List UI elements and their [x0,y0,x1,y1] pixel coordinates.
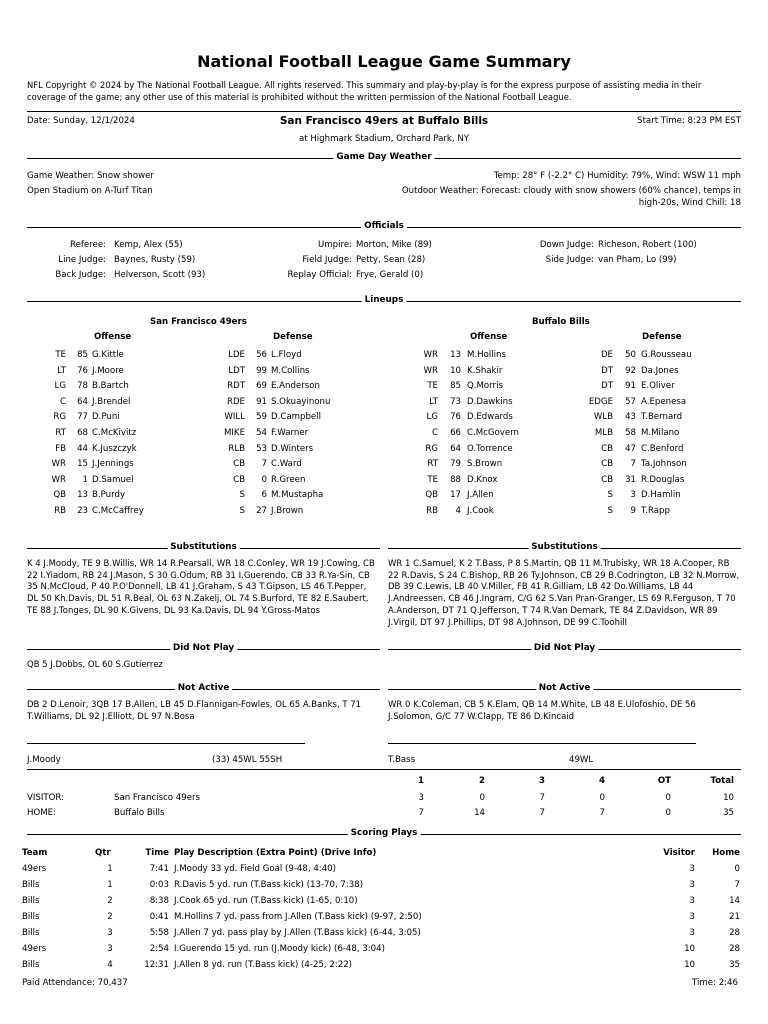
scoring-play-row [22,910,740,926]
score-cell: 7 [539,793,545,803]
lineup-player: M.Milano [641,428,680,438]
lineup-player: B.Bartch [92,381,129,392]
play-team: Bills [22,912,40,923]
score-cell: 0 [599,793,605,803]
score-row-team: San Francisco 49ers [114,793,200,803]
lineup-number: 57 [625,396,636,407]
lineup-player: L.Floyd [271,350,302,360]
play-time: 5:58 [149,928,169,939]
lineup-position: C [431,428,438,438]
lineup-position: WR [51,474,66,485]
score-cell: 0 [665,793,671,803]
play-home-score: 14 [729,896,740,907]
official-name: Petty, Sean (28) [356,255,426,265]
lineup-number: 91 [625,381,636,392]
play-home-score: 28 [729,944,740,955]
scoring-plays-header-row [22,846,740,862]
lineup-number: 53 [256,443,267,454]
lineup-player: C.McKivitz [92,428,137,438]
score-cell: 14 [474,808,485,818]
lineup-position: QB [53,490,66,501]
lineup-number: 47 [625,443,636,454]
play-time: 0:03 [149,880,169,891]
lineup-number: 27 [256,506,267,516]
visitor-kicker-divider [27,743,305,744]
visitor-did-not-play: QB 5 J.Dobbs, OL 60 S.Gutierrez [27,660,163,670]
matchup-title: San Francisco 49ers at Buffalo Bills [279,115,489,127]
lineup-position: DT [601,381,613,392]
lineup-number: 17 [450,490,461,501]
play-time: 7:41 [149,864,169,875]
home-kicker-divider [388,743,696,744]
home-kicker-stat: 49WL [569,755,594,765]
official-role: Umpire: [317,240,352,250]
official-role: Back Judge: [55,270,106,280]
lineup-position: RDE [226,396,245,407]
lineup-position: LT [57,365,66,376]
scoring-plays-section-header: Scoring Plays [27,828,741,840]
lineup-player: D.Samuel [92,474,134,485]
play-visitor-score: 3 [689,912,695,923]
lineup-player: J.Brown [271,506,304,516]
copyright-notice: NFL Copyright © 2024 by The National Football League. All rights reserved. This summary and play-by-play is for the express purpose of assisting media in their coverage of the game; any other use of this material is prohibited without the written permission of the National Football League. [27,80,702,102]
col-visitor: Visitor [663,848,695,859]
lineup-position: RLB [228,443,245,454]
lineup-player: D.Edwards [467,412,513,423]
lineup-position: DT [601,365,613,376]
play-quarter: 2 [107,912,113,923]
score-header: 3 [539,776,545,786]
lineup-number: 6 [261,490,267,501]
lineup-player: D.Dawkins [467,396,513,407]
scoring-play-row [22,942,740,958]
lineup-number: 43 [625,412,636,423]
lineup-number: 73 [450,396,461,407]
scoring-play-row [22,878,740,894]
play-time: 8:38 [149,896,169,907]
lineup-position: RT [427,459,438,470]
lineup-position: C [59,396,66,407]
lineup-player: D.Knox [467,474,498,485]
lineup-player: J.Allen [467,490,494,501]
lineup-number: 64 [450,443,461,454]
outdoor-weather-line2: high-20s, Wind Chill: 18 [638,198,741,208]
lineup-number: 54 [256,428,267,438]
lineup-number: 76 [77,365,88,376]
official-role: Field Judge: [302,255,352,265]
start-time: Start Time: 8:23 PM EST [637,116,741,126]
lineup-number: 23 [77,506,88,516]
lineup-player: C.McGovern [467,428,519,438]
play-time: 2:54 [149,944,169,955]
lineup-position: TE [55,350,66,360]
official-name: Kemp, Alex (55) [114,240,183,250]
lineup-position: TE [427,381,438,392]
lineup-player: G.Rousseau [641,350,692,360]
play-home-score: 21 [729,912,740,923]
lineup-player: E.Anderson [271,381,320,392]
lineup-position: WR [51,459,66,470]
official-name: van Pham, Lo (99) [598,255,677,265]
lineup-player: K.Shakir [467,365,503,376]
score-header: OT [657,776,671,786]
lineup-player: K.Juszczyk [92,443,137,454]
lineup-number: 68 [77,428,88,438]
score-row-label: VISITOR: [27,793,65,803]
lineup-position: CB [601,443,613,454]
lineup-number: 64 [77,396,88,407]
lineup-player: M.Mustapha [271,490,324,501]
lineup-number: 56 [256,350,267,360]
lineup-player: D.Winters [271,443,314,454]
officials-section-header: Officials [27,221,741,233]
home-not-active-header: Not Active [388,683,741,695]
lineup-position: QB [425,490,438,501]
official-role: Referee: [70,240,106,250]
lineup-number: 7 [630,459,636,470]
stadium-info: Open Stadium on A-Turf Titan [27,186,153,196]
weather-section-header: Game Day Weather [27,152,741,164]
lineup-number: 78 [77,381,88,392]
lineup-player: Da.Jones [641,365,679,376]
play-time: 0:41 [149,912,169,923]
lineup-player: O.Torrence [467,443,513,454]
lineup-player: D.Hamlin [641,490,681,501]
play-time: 12:31 [144,960,169,971]
lineup-position: WR [423,350,438,360]
score-cell: 7 [418,808,424,818]
play-team: Bills [22,880,40,891]
divider [27,111,741,112]
official-name: Frye, Gerald (0) [356,270,424,280]
lineup-player: B.Purdy [92,490,126,501]
col-time: Time [145,848,169,859]
lineup-position: S [239,506,245,516]
lineup-position: FB [55,443,66,454]
play-quarter: 1 [107,880,113,891]
play-team: 49ers [22,864,47,875]
lineup-player: F.Warner [271,428,309,438]
lineup-player: C.McCaffrey [92,506,144,516]
lineup-number: 50 [625,350,636,360]
lineup-position: MIKE [223,428,245,438]
lineup-position: RG [425,443,438,454]
score-row-label: HOME: [27,808,56,818]
lineup-position: S [607,506,613,516]
score-cell: 10 [723,793,734,803]
lineup-number: 85 [77,350,88,360]
visitor-kicker-stat: (33) 45WL 55SH [212,755,283,765]
lineup-position: WILL [224,412,245,423]
scoring-plays-table [22,846,740,974]
lineup-player: J.Jennings [92,459,134,470]
visitor-kicker-name: J.Moody [27,755,61,765]
play-description: J.Allen 7 yd. pass play by J.Allen (T.Bass kick) (6-44, 3:05) [174,928,421,939]
play-description: J.Moody 33 yd. Field Goal (9-48, 4:40) [174,864,336,875]
score-cell: 35 [723,808,734,818]
visitor-team-name: San Francisco 49ers [150,317,247,327]
visitor-not-active-header: Not Active [27,683,380,695]
lineup-number: 85 [450,381,461,392]
lineup-position: LDT [228,365,245,376]
official-name: Richeson, Robert (100) [598,240,697,250]
score-cell: 7 [539,808,545,818]
lineup-player: Q.Morris [467,381,503,392]
lineup-position: CB [601,459,613,470]
lineup-number: 13 [450,350,461,360]
lineup-player: S.Brown [467,459,503,470]
lineup-position: LG [426,412,438,423]
visitor-offense-label: Offense [94,332,132,342]
scoring-play-row [22,958,740,974]
lineup-position: DE [600,350,613,360]
lineup-player: J.Moore [92,365,124,376]
lineup-position: RG [53,412,66,423]
play-visitor-score: 3 [689,928,695,939]
lineup-number: 79 [450,459,461,470]
lineup-player: J.Cook [467,506,494,516]
col-description: Play Description (Extra Point) (Drive Info) [174,848,377,859]
lineup-number: 44 [77,443,88,454]
play-home-score: 0 [734,864,740,875]
lineup-number: 7 [261,459,267,470]
lineup-number: 92 [625,365,636,376]
lineup-player: C.Benford [641,443,684,454]
official-role: Line Judge: [58,255,106,265]
play-team: Bills [22,928,40,939]
lineup-number: 3 [630,490,636,501]
lineup-position: CB [601,474,613,485]
col-home: Home [712,848,740,859]
score-header: 4 [599,776,605,786]
lineup-player: T.Rapp [641,506,670,516]
lineup-number: 59 [256,412,267,423]
lineup-position: EDGE [588,396,613,407]
lineup-position: WR [423,365,438,376]
score-cell: 0 [665,808,671,818]
play-quarter: 2 [107,896,113,907]
temperature-info: Temp: 28° F (-2.2° C) Humidity: 79%, Wind: WSW 11 mph [493,171,741,181]
lineup-position: MLB [594,428,613,438]
play-description: R.Davis 5 yd. run (T.Bass kick) (13-70, 7:38) [174,880,364,891]
visitor-defense-label: Defense [273,332,313,342]
lineup-player: A.Epenesa [641,396,687,407]
lineup-position: LG [54,381,66,392]
lineup-player: R.Douglas [641,474,685,485]
play-quarter: 3 [107,944,113,955]
play-visitor-score: 10 [684,960,695,971]
official-name: Helverson, Scott (93) [114,270,206,280]
lineup-position: RB [426,506,438,516]
home-kicker-name: T.Bass [388,755,416,765]
play-description: J.Allen 8 yd. run (T.Bass kick) (4-25, 2:22) [174,960,353,971]
col-qtr: Qtr [95,848,111,859]
score-row-team: Buffalo Bills [114,808,165,818]
home-not-active: WR 0 K.Coleman, CB 5 K.Elam, QB 14 M.White, LB 48 E.Ulofoshio, DE 56 J.Solomon, G/C 77 W.Clapp, TE 86 D.Kincaid [388,700,696,722]
home-substitutions: WR 1 C.Samuel, K 2 T.Bass, P 8 S.Martin, QB 11 M.Trubisky, WR 18 A.Cooper, RB 22 R.Davis, S 24 C.Bishop, RB 26 Ty.Johnson, CB 29 B.Codrington, LB 32 N.Morrow, DB 39 C.Lewis, LB 40 V.Miller, FB 41 R.Gilliam, LB 42 Do.Williams, LB 44 J.Andreessen, CB 46 J.Ingram, C/G 62 S.Van Pran-Granger, LS 69 R.Ferguson, T 70 A.Anderson, DT 71 Q.Jefferson, T 74 R.Van Demark, TE 84 Z.Davidson, WR 89 J.Virgil, DT 97 J.Phillips, DT 98 A.Johnson, DE 99 C.Toohill [388,559,740,628]
home-defense-label: Defense [642,332,682,342]
score-header: 2 [479,776,485,786]
game-weather: Game Weather: Snow shower [27,171,154,181]
game-time: Time: 2:46 [692,978,738,988]
lineup-number: 10 [450,365,461,376]
lineup-position: CB [233,459,245,470]
play-description: I.Guerendo 15 yd. run (J.Moody kick) (6-48, 3:04) [174,944,385,955]
lineup-player: T.Bernard [641,412,683,423]
page-title: National Football League Game Summary [197,52,571,71]
lineup-number: 4 [455,506,461,516]
official-name: Baynes, Rusty (59) [114,255,196,265]
play-description: J.Cook 65 yd. run (T.Bass kick) (1-65, 0:10) [174,896,358,907]
play-home-score: 35 [729,960,740,971]
home-dnp-header: Did Not Play [388,643,741,655]
home-team-name: Buffalo Bills [532,317,590,327]
venue: at Highmark Stadium, Orchard Park, NY [298,134,470,144]
scoring-play-row [22,926,740,942]
lineup-number: 1 [82,474,88,485]
lineup-number: 0 [261,474,267,485]
score-cell: 3 [418,793,424,803]
lineup-number: 66 [450,428,461,438]
scoring-play-row [22,862,740,878]
lineup-player: S.Okuayinonu [271,396,331,407]
lineup-position: RDT [227,381,245,392]
official-name: Morton, Mike (89) [356,240,432,250]
lineup-number: 9 [630,506,636,516]
lineup-position: WLB [593,412,613,423]
lineups-section-header: Lineups [27,295,741,307]
score-header: Total [710,776,734,786]
lineup-position: RB [54,506,66,516]
official-role: Down Judge: [539,240,594,250]
lineup-number: 69 [256,381,267,392]
play-team: Bills [22,896,40,907]
play-visitor-score: 3 [689,864,695,875]
lineup-position: RT [55,428,66,438]
lineup-position: LDE [228,350,245,360]
lineup-position: CB [233,474,245,485]
paid-attendance: Paid Attendance: 70,437 [22,978,128,988]
lineup-player: Ta.Johnson [641,459,687,470]
play-team: Bills [22,960,40,971]
play-description: M.Hollins 7 yd. pass from J.Allen (T.Bass kick) (9-97, 2:50) [174,912,422,923]
outdoor-weather-line1: Outdoor Weather: Forecast: cloudy with snow showers (60% chance), temps in [401,186,741,196]
visitor-not-active: DB 2 D.Lenoir, 3QB 17 B.Allen, LB 45 D.Flannigan-Fowles, OL 65 A.Banks, T 71 T.Williams, DL 92 J.Elliott, DL 97 N.Bosa [27,700,362,722]
lineup-position: S [239,490,245,501]
lineup-player: C.Ward [271,459,302,470]
play-quarter: 4 [107,960,113,971]
scoring-play-row [22,894,740,910]
play-quarter: 1 [107,864,113,875]
lineup-number: 91 [256,396,267,407]
divider [27,769,741,770]
game-date: Date: Sunday, 12/1/2024 [27,116,135,126]
col-team: Team [22,848,48,859]
score-header: 1 [418,776,424,786]
lineup-player: M.Hollins [467,350,506,360]
score-cell: 0 [479,793,485,803]
lineup-number: 77 [77,412,88,423]
visitor-dnp-header: Did Not Play [27,643,380,655]
lineup-number: 88 [450,474,461,485]
play-home-score: 28 [729,928,740,939]
play-visitor-score: 3 [689,896,695,907]
lineup-player: M.Collins [271,365,310,376]
visitor-substitutions-header: Substitutions [27,542,380,554]
visitor-substitutions: K 4 J.Moody, TE 9 B.Willis, WR 14 R.Pearsall, WR 18 C.Conley, WR 19 J.Cowing, CB 22 I.Yiadom, RB 24 J.Mason, S 30 G.Odum, RB 31 I.Guerendo, CB 33 R.Ya-Sin, CB 35 N.McCloud, P 40 P.O'Donnell, LB 41 J.Graham, S 43 T.Gipson, LS 46 T.Pepper, DL 50 Kh.Davis, DL 51 R.Beal, OL 63 N.Zakelj, OL 74 S.Burford, TE 82 E.Saubert, TE 88 J.Tonges, DL 90 K.Givens, DL 93 Ka.Davis, DL 94 Y.Gross-Matos [27,559,375,616]
lineup-number: 15 [77,459,88,470]
play-visitor-score: 3 [689,880,695,891]
play-team: 49ers [22,944,47,955]
score-cell: 7 [599,808,605,818]
lineup-player: G.Kittle [92,350,124,360]
lineup-player: R.Green [271,474,306,485]
official-role: Replay Official: [287,270,352,280]
play-visitor-score: 10 [684,944,695,955]
lineup-player: D.Puni [92,412,120,423]
play-quarter: 3 [107,928,113,939]
lineup-number: 76 [450,412,461,423]
lineup-position: S [607,490,613,501]
play-home-score: 7 [734,880,740,891]
home-substitutions-header: Substitutions [388,542,741,554]
lineup-number: 13 [77,490,88,501]
home-offense-label: Offense [470,332,508,342]
lineup-number: 58 [625,428,636,438]
lineup-position: LT [429,396,438,407]
lineup-position: TE [427,474,438,485]
lineup-player: J.Brendel [92,396,131,407]
lineup-number: 99 [256,365,267,376]
official-role: Side Judge: [545,255,594,265]
lineup-player: E.Oliver [641,381,675,392]
lineup-player: D.Campbell [271,412,321,423]
lineup-number: 31 [625,474,636,485]
